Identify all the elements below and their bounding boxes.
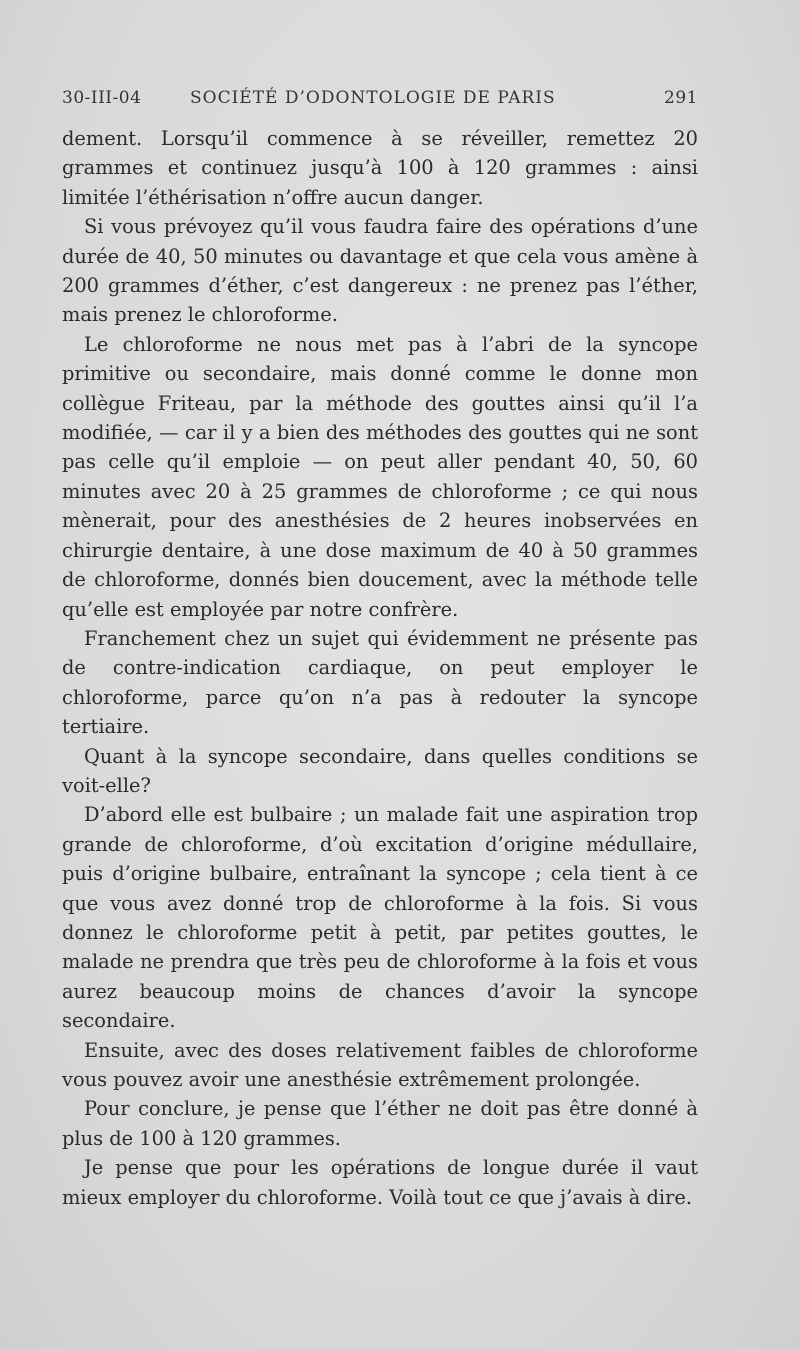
paragraph-9: Je pense que pour les opérations de longue durée il vaut mieux employer du chloroforme. Voilà tout ce que j’avais à dire. (62, 1156, 698, 1209)
paragraph-8: Pour conclure, je pense que l’éther ne doit pas être donné à plus de 100 à 120 grammes. (62, 1097, 698, 1150)
paragraph-4: Franchement chez un sujet qui évidemment ne présente pas de contre-indication cardiaque, on peut employer le chloroforme, parce qu’on n’a pas à redouter la syncope tertiaire. (62, 626, 698, 739)
body-text (62, 124, 698, 1212)
paragraph-6: D’abord elle est bulbaire ; un malade fait une aspiration trop grande de chloroforme, d’où excitation d’origine médullaire, puis d’origine bulbaire, entraînant la syncope ; cela tient à ce que vous avez donné trop de chloroforme à la fois. Si vous donnez le chloroforme petit à petit, par petites gouttes, le malade ne prendra que très peu de chloroforme à la fois et vous aurez beaucoup moins de chances d’avoir la syncope secondaire. (62, 803, 698, 1033)
paragraph-7: Ensuite, avec des doses relativement faibles de chloroforme vous pouvez avoir une anesthésie extrêmement prolongée. (62, 1038, 698, 1091)
paragraph-1: dement. Lorsqu’il commence à se réveiller, remettez 20 grammes et continuez jusqu’à 100 à 120 grammes : ainsi limitée l’éthérisation n’offre aucun danger. (62, 127, 698, 209)
page-number: 291 (664, 88, 698, 108)
header-journal-title: SOCIÉTÉ D’ODONTOLOGIE DE PARIS (190, 88, 556, 108)
paragraph-2: Si vous prévoyez qu’il vous faudra faire des opérations d’une durée de 40, 50 minutes ou davantage et que cela vous amène à 200 grammes d’éther, c’est dangereux : ne prenez pas l’éther, mais prenez le chloroforme. (62, 215, 698, 327)
paragraph-3: Le chloroforme ne nous met pas à l’abri de la syncope primitive ou secondaire, mais donné comme le donne mon collègue Friteau, par la méthode des gouttes ainsi qu’il l’a modifiée, — car il y a bien des méthodes des gouttes qui ne sont pas celle qu’il emploie — on peut aller pendant 40, 50, 60 minutes avec 20 à 25 grammes de chloroforme ; ce qui nous mènerait, pour des anesthésies de 2 heures inobservées en chirurgie dentaire, à une dose maximum de 40 à 50 grammes de chloroforme, donnés bien doucement, avec la méthode telle qu’elle est employée par notre confrère. (62, 332, 698, 621)
running-header (62, 88, 698, 116)
paragraph-5: Quant à la syncope secondaire, dans quelles conditions se voit-elle? (62, 744, 698, 797)
header-date: 30-III-04 (62, 88, 142, 108)
